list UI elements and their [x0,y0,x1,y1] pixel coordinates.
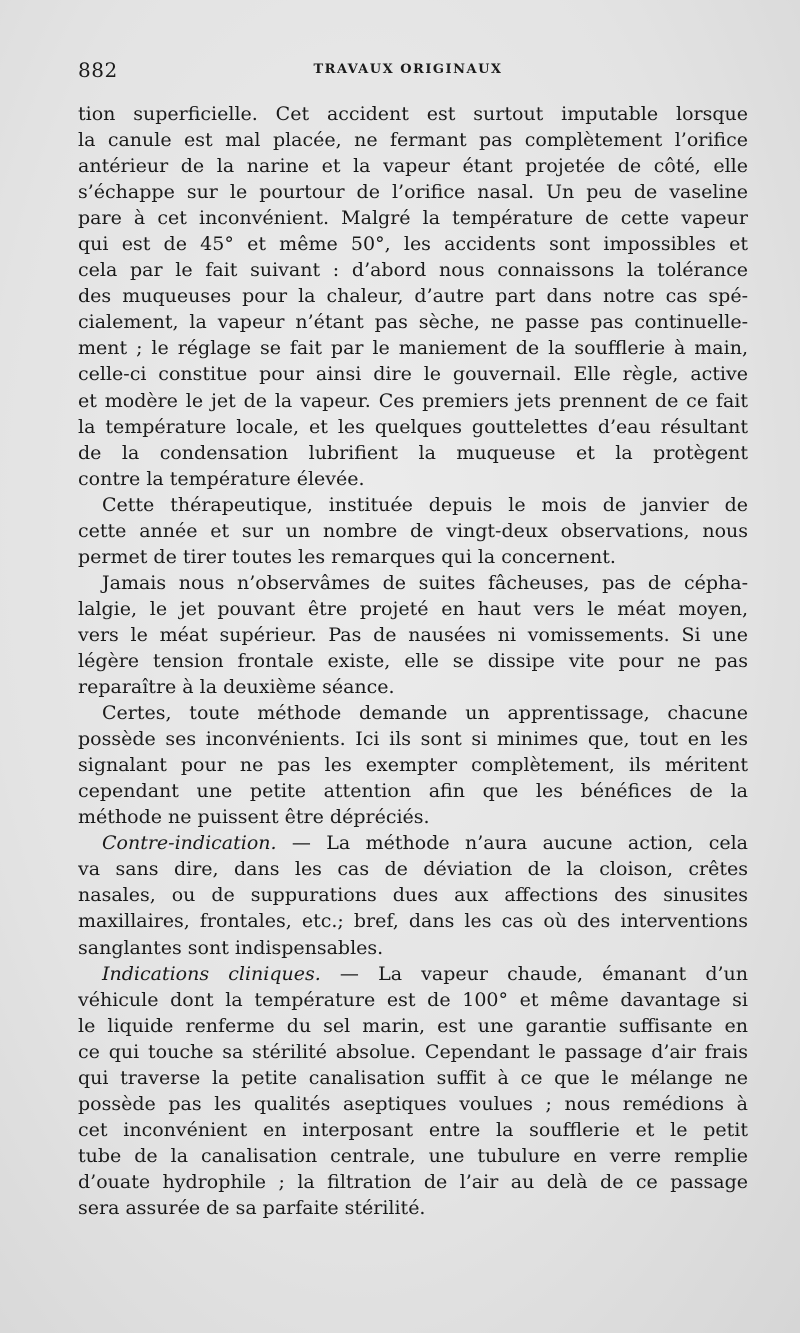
paragraph-start-line: Certes, toute méthode demande un apprentissage, chacune [102,702,748,725]
text-line: qui est de 45° et même 50°, les accidents sont impossibles et [78,233,748,256]
paragraph-start-line: Jamais nous n’observâmes de suites fâcheuses, pas de cépha- [102,571,748,594]
text-line: méthode ne puissent être dépréciés. [78,806,430,829]
text-line: cette année et sur un nombre de vingt-deux observations, nous [78,519,748,542]
text-line: cela par le fait suivant : d’abord nous connaissons la tolérance [78,259,748,282]
text-line: et modère le jet de la vapeur. Ces premiers jets prennent de ce fait [78,389,748,412]
text-line: sanglantes sont indispensables. [78,936,384,959]
section-heading-line: Indications cliniques. — La vapeur chaude, émanant d’un [102,962,748,985]
text-line: des muqueuses pour la chaleur, d’autre part dans notre cas spé- [78,285,748,308]
text-line: lalgie, le jet pouvant être projeté en haut vers le méat moyen, [78,597,748,620]
text-line: vers le méat supérieur. Pas de nausées ni vomissements. Si une [78,623,748,646]
text-line: celle-ci constitue pour ainsi dire le gouvernail. Elle règle, active [78,363,748,386]
text-line: contre la température élevée. [78,467,365,490]
text-line: d’ouate hydrophile ; la filtration de l’air au delà de ce passage [78,1170,748,1193]
text-line: permet de tirer toutes les remarques qui la concernent. [78,545,616,568]
text-line: cialement, la vapeur n’étant pas sèche, ne passe pas continuelle- [78,311,748,334]
text-line: véhicule dont la température est de 100° et même davantage si [78,988,748,1011]
text-line: ment ; le réglage se fait par le maniement de la soufflerie à main, [78,337,748,360]
text-line: nasales, ou de suppurations dues aux affections des sinusites [78,884,748,907]
text-line: reparaître à la deuxième séance. [78,676,395,699]
text-line: cependant une petite attention afin que les bénéfices de la [78,780,748,803]
page-number: 882 [78,58,118,82]
running-title: TRAVAUX ORIGINAUX [313,62,503,77]
text-line: légère tension frontale existe, elle se dissipe vite pour ne pas [78,649,748,672]
text-line: la canule est mal placée, ne fermant pas complètement l’orifice [78,129,748,152]
text-line: ce qui touche sa stérilité absolue. Cependant le passage d’air frais [78,1040,748,1063]
text-line: pare à cet inconvénient. Malgré la température de cette vapeur [78,207,748,230]
text-line: va sans dire, dans les cas de déviation de la cloison, crêtes [78,858,748,881]
body-text [78,101,748,1221]
text-line: signalant pour ne pas les exempter complètement, ils méritent [78,754,748,777]
paragraph-start-line: Cette thérapeutique, instituée depuis le mois de janvier de [102,493,748,516]
text-line: de la condensation lubrifient la muqueuse et la protègent [78,441,748,464]
text-line: sera assurée de sa parfaite stérilité. [78,1196,426,1219]
text-line: tion superficielle. Cet accident est surtout imputable lorsque [78,103,748,125]
section-heading: Indications cliniques. [102,962,321,985]
text-line: le liquide renferme du sel marin, est une garantie suffisante en [78,1014,748,1037]
text-line: qui traverse la petite canalisation suffit à ce que le mélange ne [78,1066,748,1089]
text-line: s’échappe sur le pourtour de l’orifice nasal. Un peu de vaseline [78,181,748,204]
text-line: possède pas les qualités aseptiques voulues ; nous remédions à [78,1092,748,1115]
page-header [78,58,738,88]
text-line: tube de la canalisation centrale, une tubulure en verre remplie [78,1144,748,1167]
text-line: antérieur de la narine et la vapeur étant projetée de côté, elle [78,155,748,178]
text-line: maxillaires, frontales, etc.; bref, dans les cas où des interventions [78,910,748,933]
section-heading: Contre-indication. [102,832,277,855]
section-heading-line: Contre-indication. — La méthode n’aura aucune action, cela [102,832,748,855]
text-line: la température locale, et les quelques gouttelettes d’eau résultant [78,415,748,438]
text-line: cet inconvénient en interposant entre la soufflerie et le petit [78,1118,748,1141]
text-line: possède ses inconvénients. Ici ils sont si minimes que, tout en les [78,728,748,751]
